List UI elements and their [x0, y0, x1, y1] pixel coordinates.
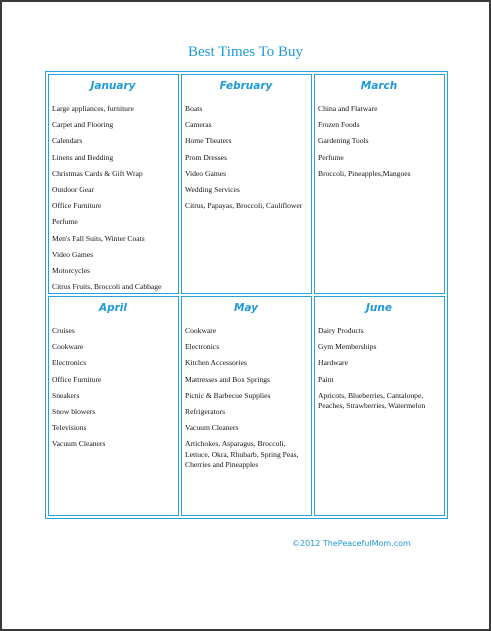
list-item: China and Flatware: [318, 104, 378, 113]
list-item: Vacuum Cleaners: [185, 423, 239, 433]
list-item: Cruises: [52, 326, 75, 335]
list-item: Frozen Foods: [318, 120, 360, 130]
list-item: Video Games: [185, 168, 227, 178]
copyright-footer: ©2012 ThePeacefulMom.com: [292, 539, 411, 548]
list-item: Cameras: [185, 120, 212, 130]
list-item: Artichokes, Asparagus, Broccoli, Lettuce, Okra, Rhubarb, Spring Peas, Cherries and Pineapples: [185, 439, 299, 469]
list-item: Picnic & Barbecue Supplies: [185, 390, 271, 400]
list-item: Cookware: [52, 342, 84, 352]
list-item: Calendars: [52, 136, 83, 146]
list-item: Hardware: [318, 358, 348, 368]
list-item: Citrus, Papayas, Broccoli, Cauliflower: [185, 201, 303, 211]
months-grid: [45, 71, 448, 519]
list-item: Broccoli, Pineapples,Mangoes: [318, 168, 411, 178]
item-list: [185, 326, 307, 470]
item-list: [318, 326, 440, 411]
month-heading: June: [366, 302, 392, 314]
list-item: Sneakers: [52, 390, 80, 400]
list-item: Gardening Tools: [318, 136, 369, 146]
month-heading: January: [90, 80, 136, 92]
list-item: Perfume: [318, 152, 344, 162]
item-list: [185, 104, 307, 211]
item-list: [52, 104, 174, 292]
list-item: Carpet and Flooring: [52, 120, 114, 130]
list-item: Kitchen Accessories: [185, 358, 247, 368]
list-item: Office Furniture: [52, 374, 102, 384]
month-heading: April: [98, 302, 128, 314]
list-item: Mattresses and Box Springs: [185, 374, 271, 384]
list-item: Wedding Services: [185, 184, 240, 194]
list-item: Office Furniture: [52, 201, 102, 211]
month-cell-february: [181, 74, 312, 294]
page-title: Best Times To Buy: [188, 44, 303, 60]
list-item: Vacuum Cleaners: [52, 439, 106, 449]
month-cell-may: [181, 296, 312, 516]
item-list: [318, 104, 440, 179]
list-item: Christmas Cards & Gift Wrap: [52, 168, 143, 178]
list-item: Cookware: [185, 326, 217, 335]
list-item: Prom Dresses: [185, 152, 227, 162]
month-cell-january: [48, 74, 179, 294]
month-cell-march: [314, 74, 445, 294]
list-item: Apricots, Blueberries, Cantaloupe, Peaches, Strawberries, Watermelon: [318, 390, 426, 411]
month-cell-june: [314, 296, 445, 516]
list-item: Outdoor Gear: [52, 184, 94, 194]
list-item: Motorcycles: [52, 265, 90, 275]
list-item: Paint: [318, 374, 334, 384]
list-item: Electronics: [185, 342, 220, 352]
list-item: Linens and Bedding: [52, 152, 114, 162]
list-item: Boats: [185, 104, 203, 113]
month-heading: March: [360, 80, 398, 92]
list-item: Electronics: [52, 358, 87, 368]
document-page: [2, 2, 489, 629]
list-item: Home Theaters: [185, 136, 232, 146]
list-item: Snow blowers: [52, 406, 96, 416]
list-item: Dairy Products: [318, 326, 364, 335]
list-item: Citrus Fruits, Broccoli and Cabbage: [52, 282, 162, 292]
month-heading: February: [219, 80, 273, 92]
month-cell-april: [48, 296, 179, 516]
list-item: Televisions: [52, 423, 87, 433]
list-item: Perfume: [52, 217, 78, 227]
item-list: [52, 326, 174, 450]
list-item: Refrigerators: [185, 406, 226, 416]
list-item: Large appliances, furniture: [52, 104, 134, 113]
list-item: Video Games: [52, 249, 94, 259]
list-item: Gym Memberships: [318, 342, 377, 352]
list-item: Men's Fall Suits, Winter Coats: [52, 233, 145, 243]
month-heading: May: [233, 302, 259, 314]
